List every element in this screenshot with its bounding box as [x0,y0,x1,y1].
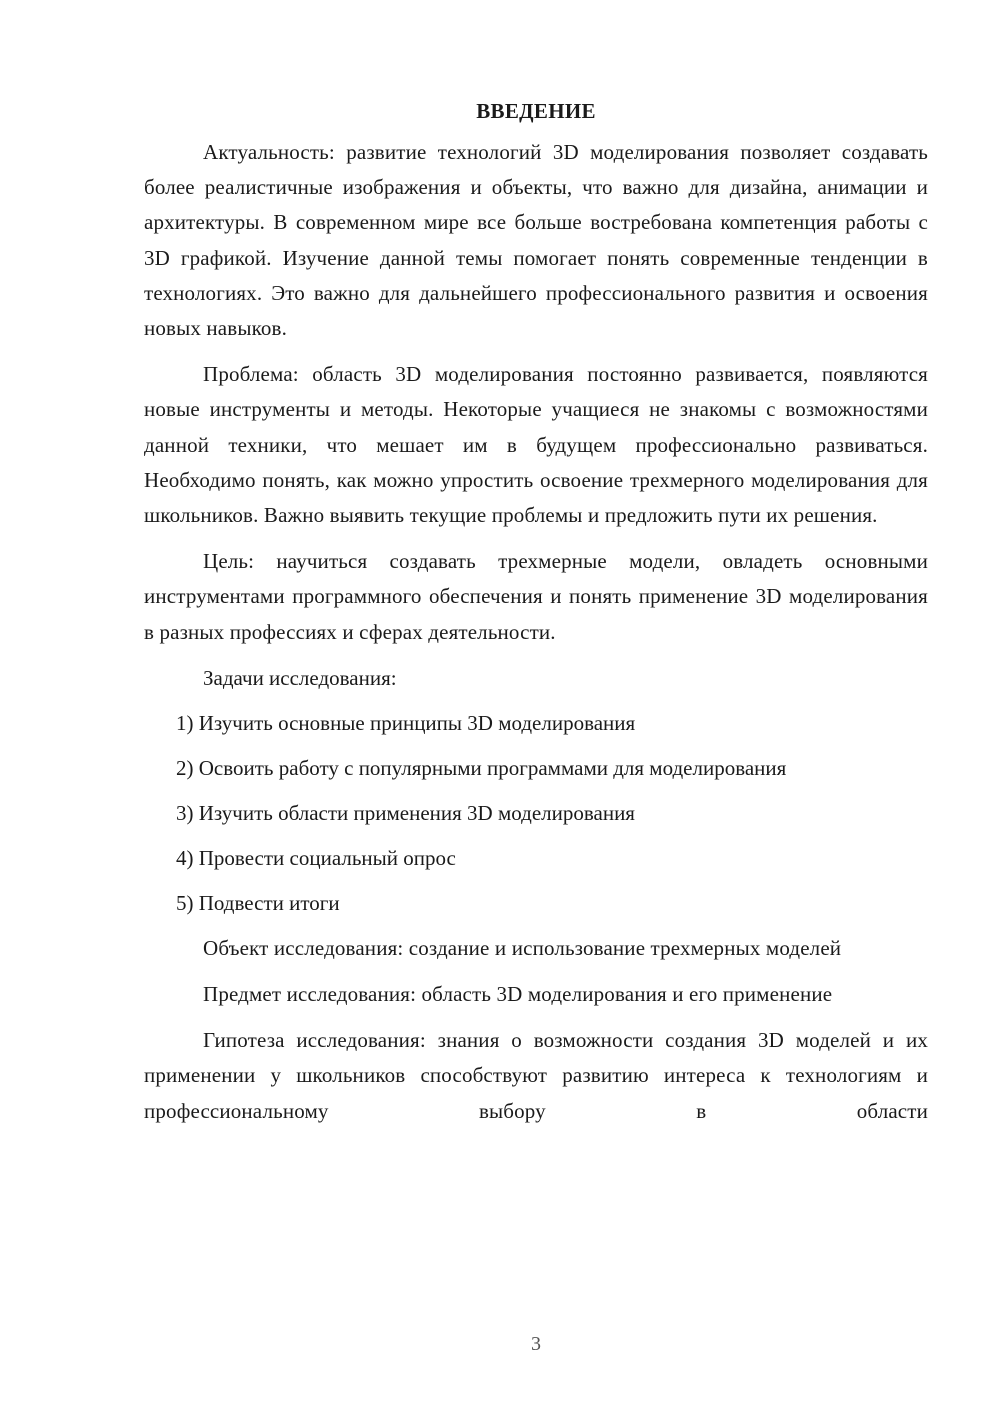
object-paragraph: Объект исследования: создание и использование трехмерных моделей [203,935,842,960]
relevance-paragraph: Актуальность: развитие технологий 3D моделирования позволяет создавать более реалистичные изображения и объекты, что важно для дизайна, анимации и архитектуры. В современном мире все больше востребована компетенция работы с 3D графикой. Изучение данной темы помогает понять современные тенденции в технологиях. Это важно для дальнейшего профессионального развития и освоения новых навыков. [144,140,928,341]
goal-paragraph: Цель: научиться создавать трехмерные модели, овладеть основными инструментами программного обеспечения и понять применение 3D моделирования в разных профессиях и сферах деятельности. [144,549,928,644]
problem-paragraph: Проблема: область 3D моделирования постоянно развивается, появляются новые инструменты и методы. Некоторые учащиеся не знакомы с возможностями данной техники, что мешает им в будущем профессионально развиваться. Необходимо понять, как можно упростить освоение трехмерного моделирования для школьников. Важно выявить текущие проблемы и предложить пути их решения. [144,362,928,528]
list-item: 3) Изучить области применения 3D моделирования [176,800,635,825]
hypothesis-paragraph: Гипотеза исследования: знания о возможности создания 3D моделей и их применении у школьников способствуют развитию интереса к технологиям и профессиональному выбору в области [144,1028,928,1123]
list-item: 1) Изучить основные принципы 3D моделирования [176,710,636,735]
tasks-heading: Задачи исследования: [203,665,397,690]
page-title: ВВЕДЕНИЕ [476,99,596,123]
list-item: 5) Подвести итоги [176,890,340,915]
tasks-list [144,706,928,921]
document-page [144,94,928,1140]
list-item: 4) Провести социальный опрос [176,845,456,870]
subject-paragraph: Предмет исследования: область 3D моделирования и его применение [203,982,833,1007]
page-number: 3 [531,1333,541,1355]
list-item: 2) Освоить работу с популярными программами для моделирования [176,755,787,780]
